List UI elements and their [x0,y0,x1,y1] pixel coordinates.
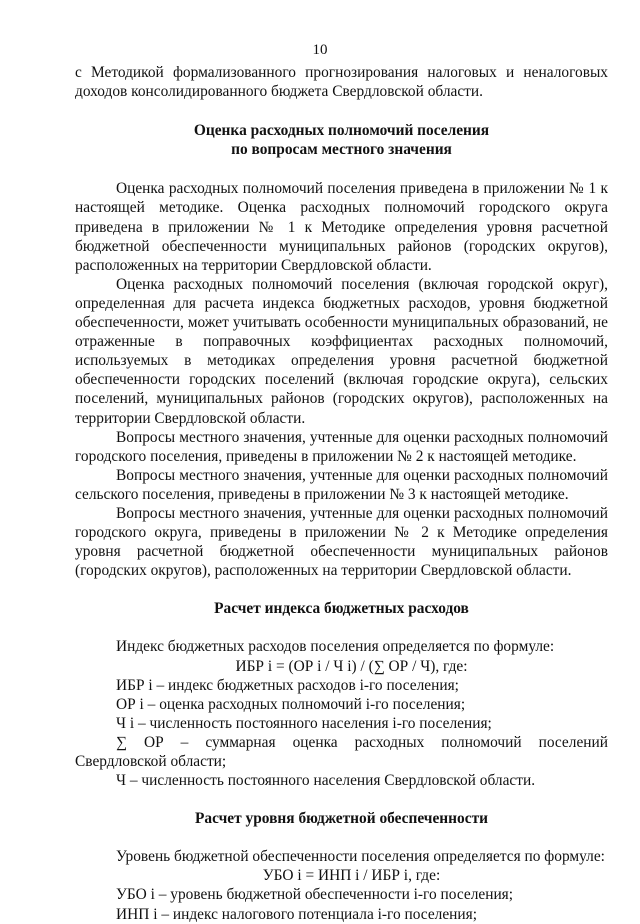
section-heading-line: по вопросам местного значения [231,141,452,159]
section-heading-budget-sufficiency: Расчет уровня бюджетной обеспеченности [195,810,488,828]
paragraph: Оценка расходных полномочий поселения приведена в приложении № 1 к настоящей методике. Оценка расходных полномочий городского округа приведена в приложении № 1 к Методике определения уровня расчетной бюджетной обеспеченности муниципальных районов (городских округов), расположенных на территории Свердловской области. [75,180,608,274]
formula: УБО i = ИНП i / ИБР i, где: [262,867,441,885]
intro-paragraph: с Методикой формализованного прогнозирования налоговых и неналоговых доходов консолидированного бюджета Свердловской области. [75,64,608,101]
section-heading-line: Оценка расходных полномочий поселения [193,122,490,140]
paragraph: Вопросы местного значения, учтенные для оценки расходных полномочий сельского поселения, приведены в приложении № 3 к настоящей методике. [75,466,608,503]
section-heading-expenditure-powers [75,121,608,159]
formula: ИБР i = (ОР i / Ч i) / (∑ ОР / Ч), где: [235,657,468,675]
paragraph: Вопросы местного значения, учтенные для оценки расходных полномочий городского поселения, приведены в приложении № 2 к настоящей методике. [75,428,608,465]
definition-item: УБО i – уровень бюджетной обеспеченности i-го поселения; [116,886,514,904]
formula-lead: Индекс бюджетных расходов поселения определяется по формуле: [116,638,555,656]
document-body [75,63,608,924]
paragraph: Оценка расходных полномочий поселения (включая городской округ), определенная для расчета индекса бюджетных расходов, уровня бюджетной обеспеченности, может учитывать особенности муниципальных образований, не отраженные в поправочных коэффициентах расходных полномочий, используемых в методиках определения уровня расчетной бюджетной обеспеченности городских поселений (включая городские округа), сельских поселений, муниципальных районов (городских округов), расположенных на территории Свердловской области. [75,275,608,427]
definition-item: ∑ ОР – суммарная оценка расходных полномочий поселений Свердловской области; [75,733,608,770]
definition-item: ОР i – оценка расходных полномочий i-го поселения; [116,695,466,713]
section-heading-expenditure-index: Расчет индекса бюджетных расходов [214,600,469,618]
definition-item: Ч – численность постоянного населения Свердловской области. [116,772,536,790]
definition-item: Ч i – численность постоянного населения i-го поселения; [116,714,492,732]
page-number: 10 [312,42,328,58]
paragraph: Вопросы местного значения, учтенные для оценки расходных полномочий городского округа, приведены в приложении № 2 к Методике определения уровня расчетной бюджетной обеспеченности муниципальных районов (городских округов), расположенных на территории Свердловской области. [75,504,608,580]
definition-item: ИНП i – индекс налогового потенциала i-го поселения; [116,905,477,923]
formula-lead: Уровень бюджетной обеспеченности поселения определяется по формуле: [116,848,605,866]
definition-item: ИБР i – индекс бюджетных расходов i-го поселения; [116,676,459,694]
